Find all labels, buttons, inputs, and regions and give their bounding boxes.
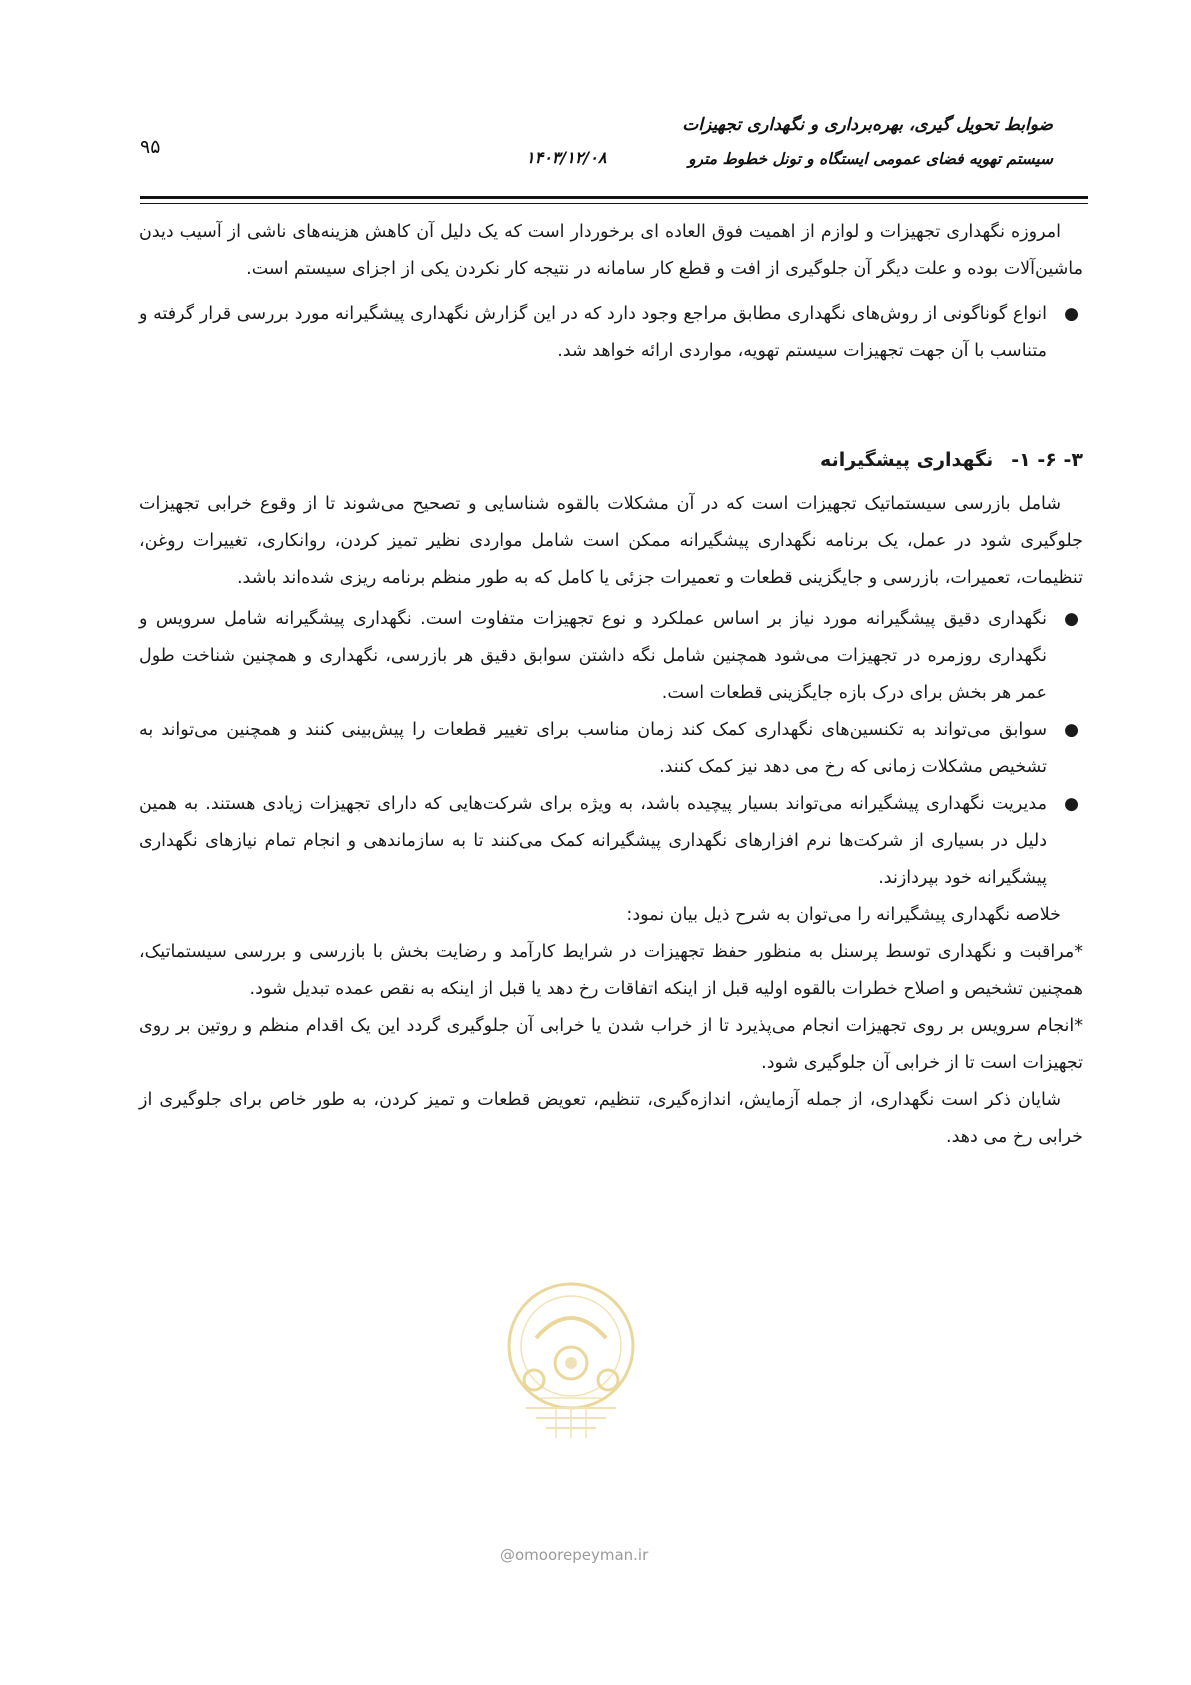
section-heading: [139, 440, 1083, 480]
section-paragraph: شامل بازرسی سیستماتیک تجهیزات است که در آن مشکلات بالقوه شناسایی و تصحیح می‌شوند تا از وقوع خرابی تجهیزات جلوگیری شود در عمل، یک برنامه نگهداری پیشگیرانه ممکن است شامل مواردی نظیر تمیز کردن، روانکاری، تغییرات روغن، تنظیمات، تعمیرات، بازرسی و جایگزینی قطعات و تعمیرات جزئی یا کامل که به طور منظم برنامه ریزی شده‌اند باشد.: [139, 494, 1083, 588]
list-item-text: مدیریت نگهداری پیشگیرانه می‌تواند بسیار پیچیده باشد، به ویژه برای شرکت‌هایی که دارای تجهیزات زیادی هستند. به همین دلیل در بسیاری از شرکت‌ها نرم افزارهای نگهداری پیشگیرانه کمک می‌کنند تا به سازماندهی و انجام تمام نیازهای نگهداری پیشگیرانه خود بپردازند.: [139, 794, 1047, 888]
header-title-line1: ضوابط تحویل گیری، بهره‌برداری و نگهداری تجهیزات: [682, 115, 1053, 135]
list-item-text: نگهداری دقیق پیشگیرانه مورد نیاز بر اساس عملکرد و نوع تجهیزات متفاوت است. نگهداری پیشگیرانه شامل سرویس و نگهداری روزمره در تجهیزات می‌شود همچنین شامل نگه داشتن سوابق دقیق هر بازرسی، نگهداری و همچنین شناخت طول عمر هر بخش برای درک بازه جایگزینی قطعات است.: [139, 609, 1047, 703]
header-rule-thin: [140, 203, 1088, 204]
list-item: [139, 712, 1083, 786]
section-number: ۳- ۶- ۱-: [1011, 449, 1083, 471]
section-bullet-list: [139, 601, 1083, 897]
page-number: ۹۵: [140, 136, 161, 158]
list-item: [139, 786, 1083, 897]
bullet-icon: ●: [1064, 609, 1079, 629]
header-date: ۱۴۰۳/۱۲/۰۸: [526, 148, 607, 167]
bullet-icon: ●: [1064, 794, 1079, 814]
list-item: [139, 601, 1083, 712]
closing-paragraph: شایان ذکر است نگهداری، از جمله آزمایش، اندازه‌گیری، تنظیم، تعویض قطعات و تمیز کردن، به طور خاص برای جلوگیری از خرابی رخ می دهد.: [139, 1090, 1083, 1147]
list-item: [139, 296, 1083, 370]
header-rule-thick: [140, 196, 1088, 199]
body-content: [139, 214, 1083, 1156]
list-item-text: انواع گوناگونی از روش‌های نگهداری مطابق مراجع وجود دارد که در این گزارش نگهداری پیشگیرانه مورد بررسی قرار گرفته و متناسب با آن جهت تجهیزات سیستم تهویه، مواردی ارائه خواهد شد.: [139, 304, 1047, 361]
header-title-line2: سیستم تهویه فضای عمومی ایستگاه و تونل خطوط مترو: [688, 150, 1053, 168]
star-item: *انجام سرویس بر روی تجهیزات انجام می‌پذیرد تا از خراب شدن یا خرابی آن جلوگیری گردد این یک اقدام منظم و روتین بر روی تجهیزات است تا از خرابی آن جلوگیری شود.: [139, 1016, 1083, 1073]
summary-intro: خلاصه نگهداری پیشگیرانه را می‌توان به شرح ذیل بیان نمود:: [626, 905, 1061, 925]
header-titles: [533, 108, 1053, 176]
list-item-text: سوابق می‌تواند به تکنسین‌های نگهداری کمک کند زمان مناسب برای تغییر قطعات را پیش‌بینی کنند و همچنین می‌تواند به تشخیص مشکلات زمانی که رخ می دهد نیز کمک کنند.: [139, 720, 1047, 777]
section-title: نگهداری پیشگیرانه: [820, 449, 994, 471]
bullet-icon: ●: [1064, 304, 1079, 324]
intro-paragraph: امروزه نگهداری تجهیزات و لوازم از اهمیت فوق العاده ای برخوردار است که یک دلیل آن کاهش هزینه‌های ناشی از آسیب دیدن ماشین‌آلات بوده و علت دیگر آن جلوگیری از افت و قطع کار سامانه در نتیجه کار نکردن یکی از اجزای سیستم است.: [139, 222, 1083, 279]
watermark-text: @omoorepeyman.ir: [500, 1546, 649, 1564]
star-item: *مراقبت و نگهداری توسط پرسنل به منظور حفظ تجهیزات در شرایط کارآمد و رضایت بخش با بازرسی و بررسی سیستماتیک، همچنین تشخیص و اصلاح خطرات بالقوه اولیه قبل از اینکه اتفاقات رخ دهد یا قبل از اینکه به نقص عمده تبدیل شود.: [139, 942, 1083, 999]
bullet-icon: ●: [1064, 720, 1079, 740]
intro-bullet-list: [139, 296, 1083, 370]
seal-logo-icon: [496, 1268, 646, 1458]
